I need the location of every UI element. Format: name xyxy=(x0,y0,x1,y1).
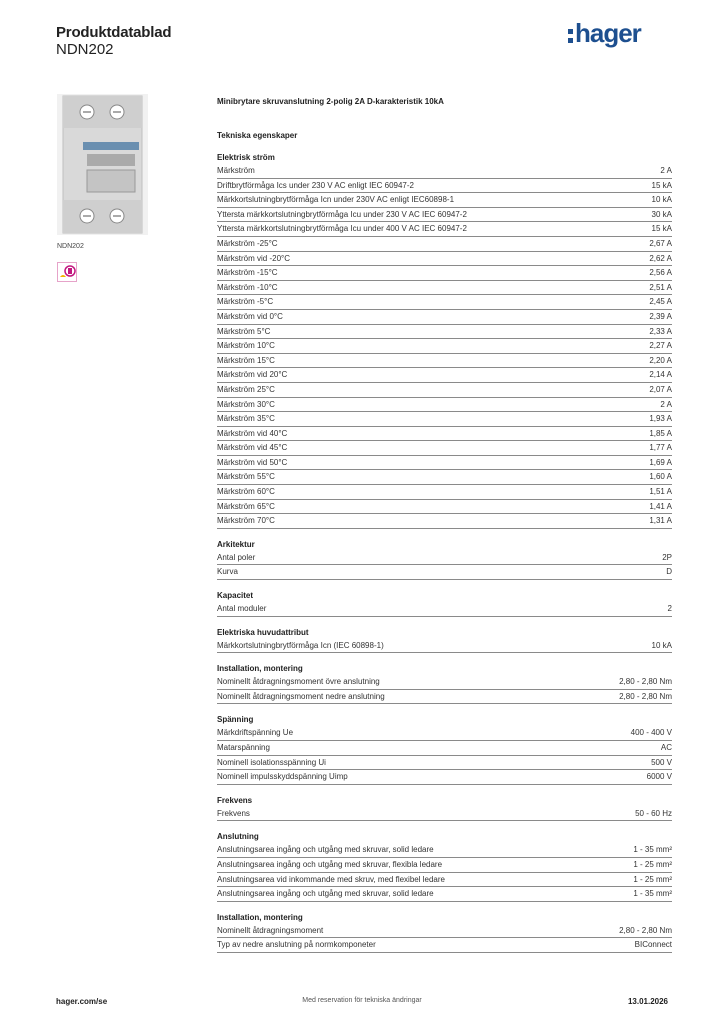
section-title: Spänning xyxy=(217,715,254,725)
spec-label: Nominell impulsskyddspänning Uimp xyxy=(217,772,348,782)
spec-label: Märkström vid 40°C xyxy=(217,428,288,438)
spec-value: 2,20 A xyxy=(649,355,672,365)
footer-website: hager.com/se xyxy=(56,997,108,1006)
spec-label: Märkström vid 0°C xyxy=(217,311,283,321)
spec-value: 2P xyxy=(662,552,672,562)
spec-value: 400 - 400 V xyxy=(630,728,672,738)
spec-row xyxy=(217,602,672,617)
spec-value: 2,80 - 2,80 Nm xyxy=(619,691,672,701)
spec-value: AC xyxy=(660,743,672,752)
spec-row xyxy=(217,237,672,252)
spec-row xyxy=(217,514,672,529)
spec-value: 1 - 25 mm² xyxy=(633,859,672,869)
section-title: Arkitektur xyxy=(217,539,255,549)
spec-label: Märkström 25°C xyxy=(217,384,275,394)
spec-section xyxy=(217,152,672,529)
spec-label: Antal poler xyxy=(217,552,256,562)
spec-label: Driftbrytförmåga Ics under 230 V AC enligt IEC 60947-2 xyxy=(217,180,414,190)
spec-row xyxy=(217,690,672,705)
spec-label: Märkström -5°C xyxy=(217,297,274,307)
spec-value: 1,31 A xyxy=(649,516,672,526)
spec-label: Nominell isolationsspänning Ui xyxy=(217,757,326,767)
spec-row xyxy=(217,551,672,566)
spec-value: 2,67 A xyxy=(649,238,672,248)
spec-value: 1,41 A xyxy=(649,501,672,511)
spec-value: 2,45 A xyxy=(649,297,672,307)
spec-section xyxy=(217,714,672,784)
spec-section xyxy=(217,590,672,617)
datasheet-content xyxy=(217,96,672,953)
spec-row xyxy=(217,208,672,223)
spec-row xyxy=(217,485,672,500)
section-title: Installation, montering xyxy=(217,664,303,674)
hager-logo xyxy=(568,18,668,50)
spec-label: Yttersta märkkortslutningbrytförmåga Icu under 400 V AC IEC 60947-2 xyxy=(217,224,467,234)
spec-label: Märkström 35°C xyxy=(217,414,275,424)
spec-row xyxy=(217,339,672,354)
spec-row xyxy=(217,639,672,654)
spec-label: Märkström vid 20°C xyxy=(217,370,288,380)
spec-value: D xyxy=(666,567,672,577)
page-title: Produktdatablad xyxy=(56,24,172,41)
spec-row xyxy=(217,295,672,310)
section-title: Elektriska huvudattribut xyxy=(217,627,309,637)
spec-label: Märkström vid 50°C xyxy=(217,457,288,467)
spec-value: 10 kA xyxy=(651,195,672,205)
spec-label: Märkström 70°C xyxy=(217,516,275,526)
spec-label: Yttersta märkkortslutningbrytförmåga Icu under 230 V AC IEC 60947-2 xyxy=(217,209,467,219)
spec-value: 30 kA xyxy=(651,209,672,219)
spec-row xyxy=(217,858,672,873)
spec-row xyxy=(217,441,672,456)
spec-value: 2,80 - 2,80 Nm xyxy=(619,677,672,687)
spec-label: Anslutningsarea ingång och utgång med skruvar, solid ledare xyxy=(217,845,434,855)
spec-value: 2,14 A xyxy=(649,370,672,380)
spec-section xyxy=(217,663,672,704)
product-code: NDN202 xyxy=(56,41,114,58)
spec-value: 1 - 35 mm² xyxy=(633,845,672,855)
spec-value: 10 kA xyxy=(651,640,672,650)
spec-row xyxy=(217,252,672,267)
spec-value: 1,51 A xyxy=(649,487,672,497)
tech-heading: Tekniska egenskaper xyxy=(217,131,298,140)
spec-value: 2,07 A xyxy=(649,384,672,394)
spec-row xyxy=(217,756,672,771)
spec-value: 500 V xyxy=(651,757,672,767)
spec-row xyxy=(217,354,672,369)
spec-value: 1,69 A xyxy=(649,457,672,467)
spec-label: Märkström 55°C xyxy=(217,472,275,482)
spec-row xyxy=(217,726,672,741)
spec-value: 15 kA xyxy=(651,224,672,234)
spec-label: Märkström 15°C xyxy=(217,355,275,365)
spec-label: Frekvens xyxy=(217,808,250,818)
spec-row xyxy=(217,741,672,756)
spec-label: Märkström 30°C xyxy=(217,399,275,409)
spec-label: Märkström -15°C xyxy=(217,268,278,278)
spec-label: Nominellt åtdragningsmoment övre anslutning xyxy=(217,677,380,687)
spec-value: 2,56 A xyxy=(649,268,672,278)
spec-row xyxy=(217,281,672,296)
spec-value: BIConnect xyxy=(634,940,672,950)
product-image-caption: NDN202 xyxy=(57,243,84,250)
spec-value: 1,93 A xyxy=(649,414,672,424)
spec-label: Kurva xyxy=(217,567,238,577)
spec-row xyxy=(217,873,672,888)
footer-disclaimer: Med reservation för tekniska ändringar xyxy=(302,997,422,1004)
spec-label: Nominellt åtdragningsmoment nedre anslutning xyxy=(217,691,385,701)
spec-row xyxy=(217,383,672,398)
spec-row xyxy=(217,222,672,237)
spec-row xyxy=(217,565,672,580)
footer-date: 13.01.2026 xyxy=(627,997,668,1006)
section-title: Kapacitet xyxy=(217,591,254,601)
spec-label: Märkdriftspänning Ue xyxy=(217,728,294,738)
spec-value: 2,39 A xyxy=(649,311,672,321)
spec-label: Märkström 65°C xyxy=(217,501,275,511)
spec-row xyxy=(217,500,672,515)
spec-label: Märkström -10°C xyxy=(217,282,278,292)
spec-label: Nominellt åtdragningsmoment xyxy=(217,925,324,935)
product-description: Minibrytare skruvanslutning 2-polig 2A D-karakteristik 10kA xyxy=(217,97,444,106)
spec-label: Märkström 60°C xyxy=(217,487,275,497)
spec-label: Märkström vid -20°C xyxy=(217,253,290,263)
spec-row xyxy=(217,938,672,953)
spec-value: 6000 V xyxy=(646,772,672,782)
spec-row xyxy=(217,924,672,939)
spec-row xyxy=(217,843,672,858)
spec-row xyxy=(217,470,672,485)
spec-value: 1,85 A xyxy=(649,428,672,438)
spec-value: 2,27 A xyxy=(649,341,672,351)
spec-label: Märkström vid 45°C xyxy=(217,443,288,453)
spec-label: Märkström xyxy=(217,166,255,175)
spec-row xyxy=(217,807,672,822)
logo-text: hager xyxy=(575,18,641,48)
spec-section xyxy=(217,912,672,953)
spec-row xyxy=(217,427,672,442)
spec-sections xyxy=(217,152,672,953)
spec-value: 2,33 A xyxy=(649,326,672,336)
spec-section xyxy=(217,539,672,580)
spec-value: 1,60 A xyxy=(649,472,672,482)
section-title: Elektrisk ström xyxy=(217,153,275,162)
spec-section xyxy=(217,627,672,654)
spec-row xyxy=(217,887,672,902)
spec-value: 2 xyxy=(667,604,672,614)
spec-label: Märkström 10°C xyxy=(217,341,275,351)
spec-label: Märkkortslutningbrytförmåga Icn under 230V AC enligt IEC60898-1 xyxy=(217,195,455,205)
spec-value: 2,62 A xyxy=(649,253,672,263)
product-badge-icon xyxy=(57,262,77,282)
product-image xyxy=(57,94,148,235)
spec-label: Märkström 5°C xyxy=(217,326,271,336)
spec-value: 2,80 - 2,80 Nm xyxy=(619,925,672,935)
spec-row xyxy=(217,193,672,208)
spec-section xyxy=(217,795,672,822)
spec-label: Anslutningsarea vid inkommande med skruv, med flexibel ledare xyxy=(217,874,445,884)
spec-row xyxy=(217,675,672,690)
spec-row xyxy=(217,164,672,179)
spec-value: 50 - 60 Hz xyxy=(635,808,672,818)
spec-section xyxy=(217,831,672,901)
spec-label: Märkström -25°C xyxy=(217,238,278,248)
spec-label: Matarspänning xyxy=(217,743,270,752)
spec-value: 2,51 A xyxy=(649,282,672,292)
spec-label: Anslutningsarea ingång och utgång med skruvar, solid ledare xyxy=(217,889,434,899)
spec-row xyxy=(217,179,672,194)
spec-value: 2 A xyxy=(660,166,672,175)
spec-value: 15 kA xyxy=(651,180,672,190)
spec-value: 1,77 A xyxy=(649,443,672,453)
spec-label: Märkkortslutningbrytförmåga Icn (IEC 60898-1) xyxy=(217,640,384,650)
spec-row xyxy=(217,325,672,340)
spec-value: 1 - 35 mm² xyxy=(633,889,672,899)
spec-value: 1 - 25 mm² xyxy=(633,874,672,884)
section-title: Anslutning xyxy=(217,832,259,842)
spec-label: Antal moduler xyxy=(217,604,267,614)
spec-row xyxy=(217,412,672,427)
spec-row xyxy=(217,266,672,281)
spec-row xyxy=(217,398,672,413)
spec-row xyxy=(217,310,672,325)
section-title: Installation, montering xyxy=(217,912,303,922)
spec-row xyxy=(217,770,672,785)
section-title: Frekvens xyxy=(217,795,253,805)
spec-label: Anslutningsarea ingång och utgång med skruvar, flexibla ledare xyxy=(217,859,443,869)
spec-row xyxy=(217,456,672,471)
spec-label: Typ av nedre anslutning på normkomponeter xyxy=(217,940,376,950)
spec-value: 2 A xyxy=(660,399,672,409)
spec-row xyxy=(217,368,672,383)
